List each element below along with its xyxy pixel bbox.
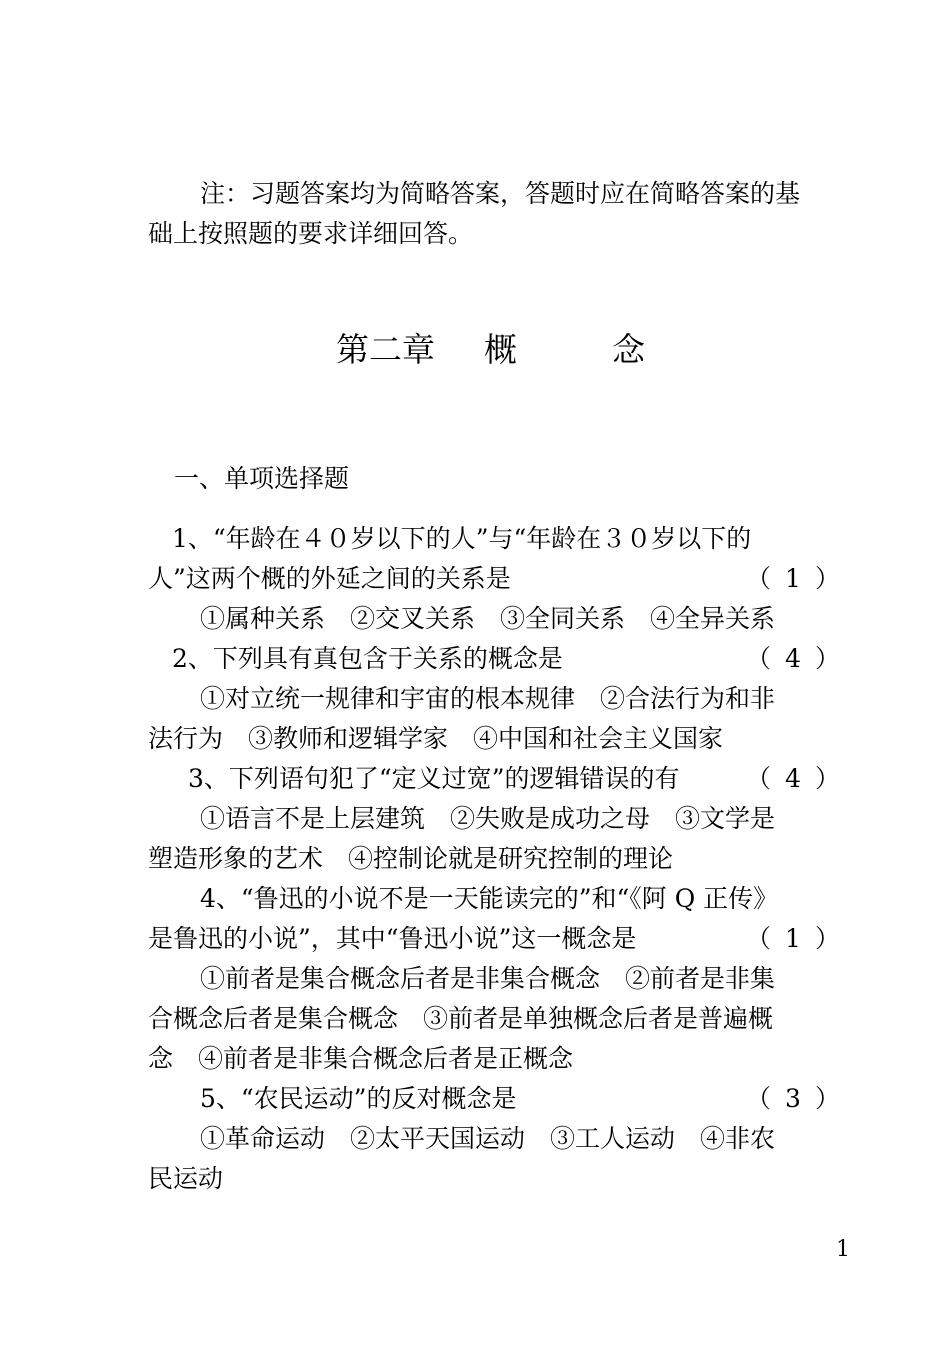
question-5-answer	[746, 1082, 840, 1116]
question-4-options-line-3: 念 ④前者是非集合概念后者是正概念	[148, 1044, 574, 1073]
question-1-answer	[746, 562, 840, 596]
question-4-options-line-1: ①前者是集合概念后者是非集合概念 ②前者是非集	[200, 964, 776, 993]
question-5-line-1	[200, 1082, 840, 1116]
answer-value: 1	[785, 924, 801, 953]
question-1-stem-end: 人”这两个概的外延之间的关系是	[148, 564, 511, 593]
chapter-title-word-1: 概	[484, 330, 517, 369]
answer-open-paren: （	[746, 644, 772, 673]
question-4-line-2	[148, 922, 840, 956]
answer-close-paren: ）	[814, 564, 840, 593]
question-5-stem: 5、“农民运动”的反对概念是	[200, 1084, 517, 1113]
question-4-stem-end: 是鲁迅的小说”，其中“鲁迅小说”这一概念是	[148, 924, 637, 953]
note-line-2: 础上按照题的要求详细回答。	[148, 219, 474, 248]
answer-value: 4	[785, 764, 801, 793]
note-line-1: 注：习题答案均为简略答案，答题时应在简略答案的基	[200, 179, 801, 208]
question-1-options: ①属种关系 ②交叉关系 ③全同关系 ④全异关系	[200, 604, 776, 633]
answer-close-paren: ）	[814, 764, 840, 793]
question-3-options-line-1: ①语言不是上层建筑 ②失败是成功之母 ③文学是	[200, 804, 776, 833]
question-3-line-1	[188, 762, 840, 796]
question-2-answer	[746, 642, 840, 676]
answer-open-paren: （	[746, 924, 772, 953]
question-3-options-line-2: 塑造形象的艺术 ④控制论就是研究控制的理论	[148, 844, 674, 873]
question-4-line-1: 4、“鲁迅的小说不是一天能读完的”和“《阿 Q 正传》	[200, 884, 779, 913]
section-heading: 一、单项选择题	[174, 464, 350, 493]
chapter-title-word-2: 念	[612, 330, 645, 369]
answer-open-paren: （	[746, 564, 772, 593]
answer-open-paren: （	[746, 1084, 772, 1113]
question-5-options-line-2: 民运动	[148, 1164, 224, 1193]
question-2-options-line-2: 法行为 ③教师和逻辑学家 ④中国和社会主义国家	[148, 724, 724, 753]
question-5-options-line-1: ①革命运动 ②太平天国运动 ③工人运动 ④非农	[200, 1124, 776, 1153]
answer-close-paren: ）	[814, 644, 840, 673]
page-number: 1	[836, 1237, 850, 1262]
question-3-answer	[746, 762, 840, 796]
question-1-line-1: 1、“年龄在４０岁以下的人”与“年龄在３０岁以下的	[172, 524, 752, 553]
answer-close-paren: ）	[814, 1084, 840, 1113]
question-1-line-2	[148, 562, 840, 596]
question-2-stem: 2、下列具有真包含于关系的概念是	[172, 644, 563, 673]
question-4-answer	[746, 922, 840, 956]
question-3-stem: 3、下列语句犯了“定义过宽”的逻辑错误的有	[188, 764, 680, 793]
answer-value: 4	[785, 644, 801, 673]
question-2-options-line-1: ①对立统一规律和宇宙的根本规律 ②合法行为和非	[200, 684, 776, 713]
answer-close-paren: ）	[814, 924, 840, 953]
question-2-line-1	[172, 642, 840, 676]
answer-open-paren: （	[746, 764, 772, 793]
answer-value: 3	[785, 1084, 801, 1113]
question-4-options-line-2: 合概念后者是集合概念 ③前者是单独概念后者是普遍概	[148, 1004, 774, 1033]
chapter-title-number: 第二章	[336, 330, 435, 369]
answer-value: 1	[785, 564, 801, 593]
